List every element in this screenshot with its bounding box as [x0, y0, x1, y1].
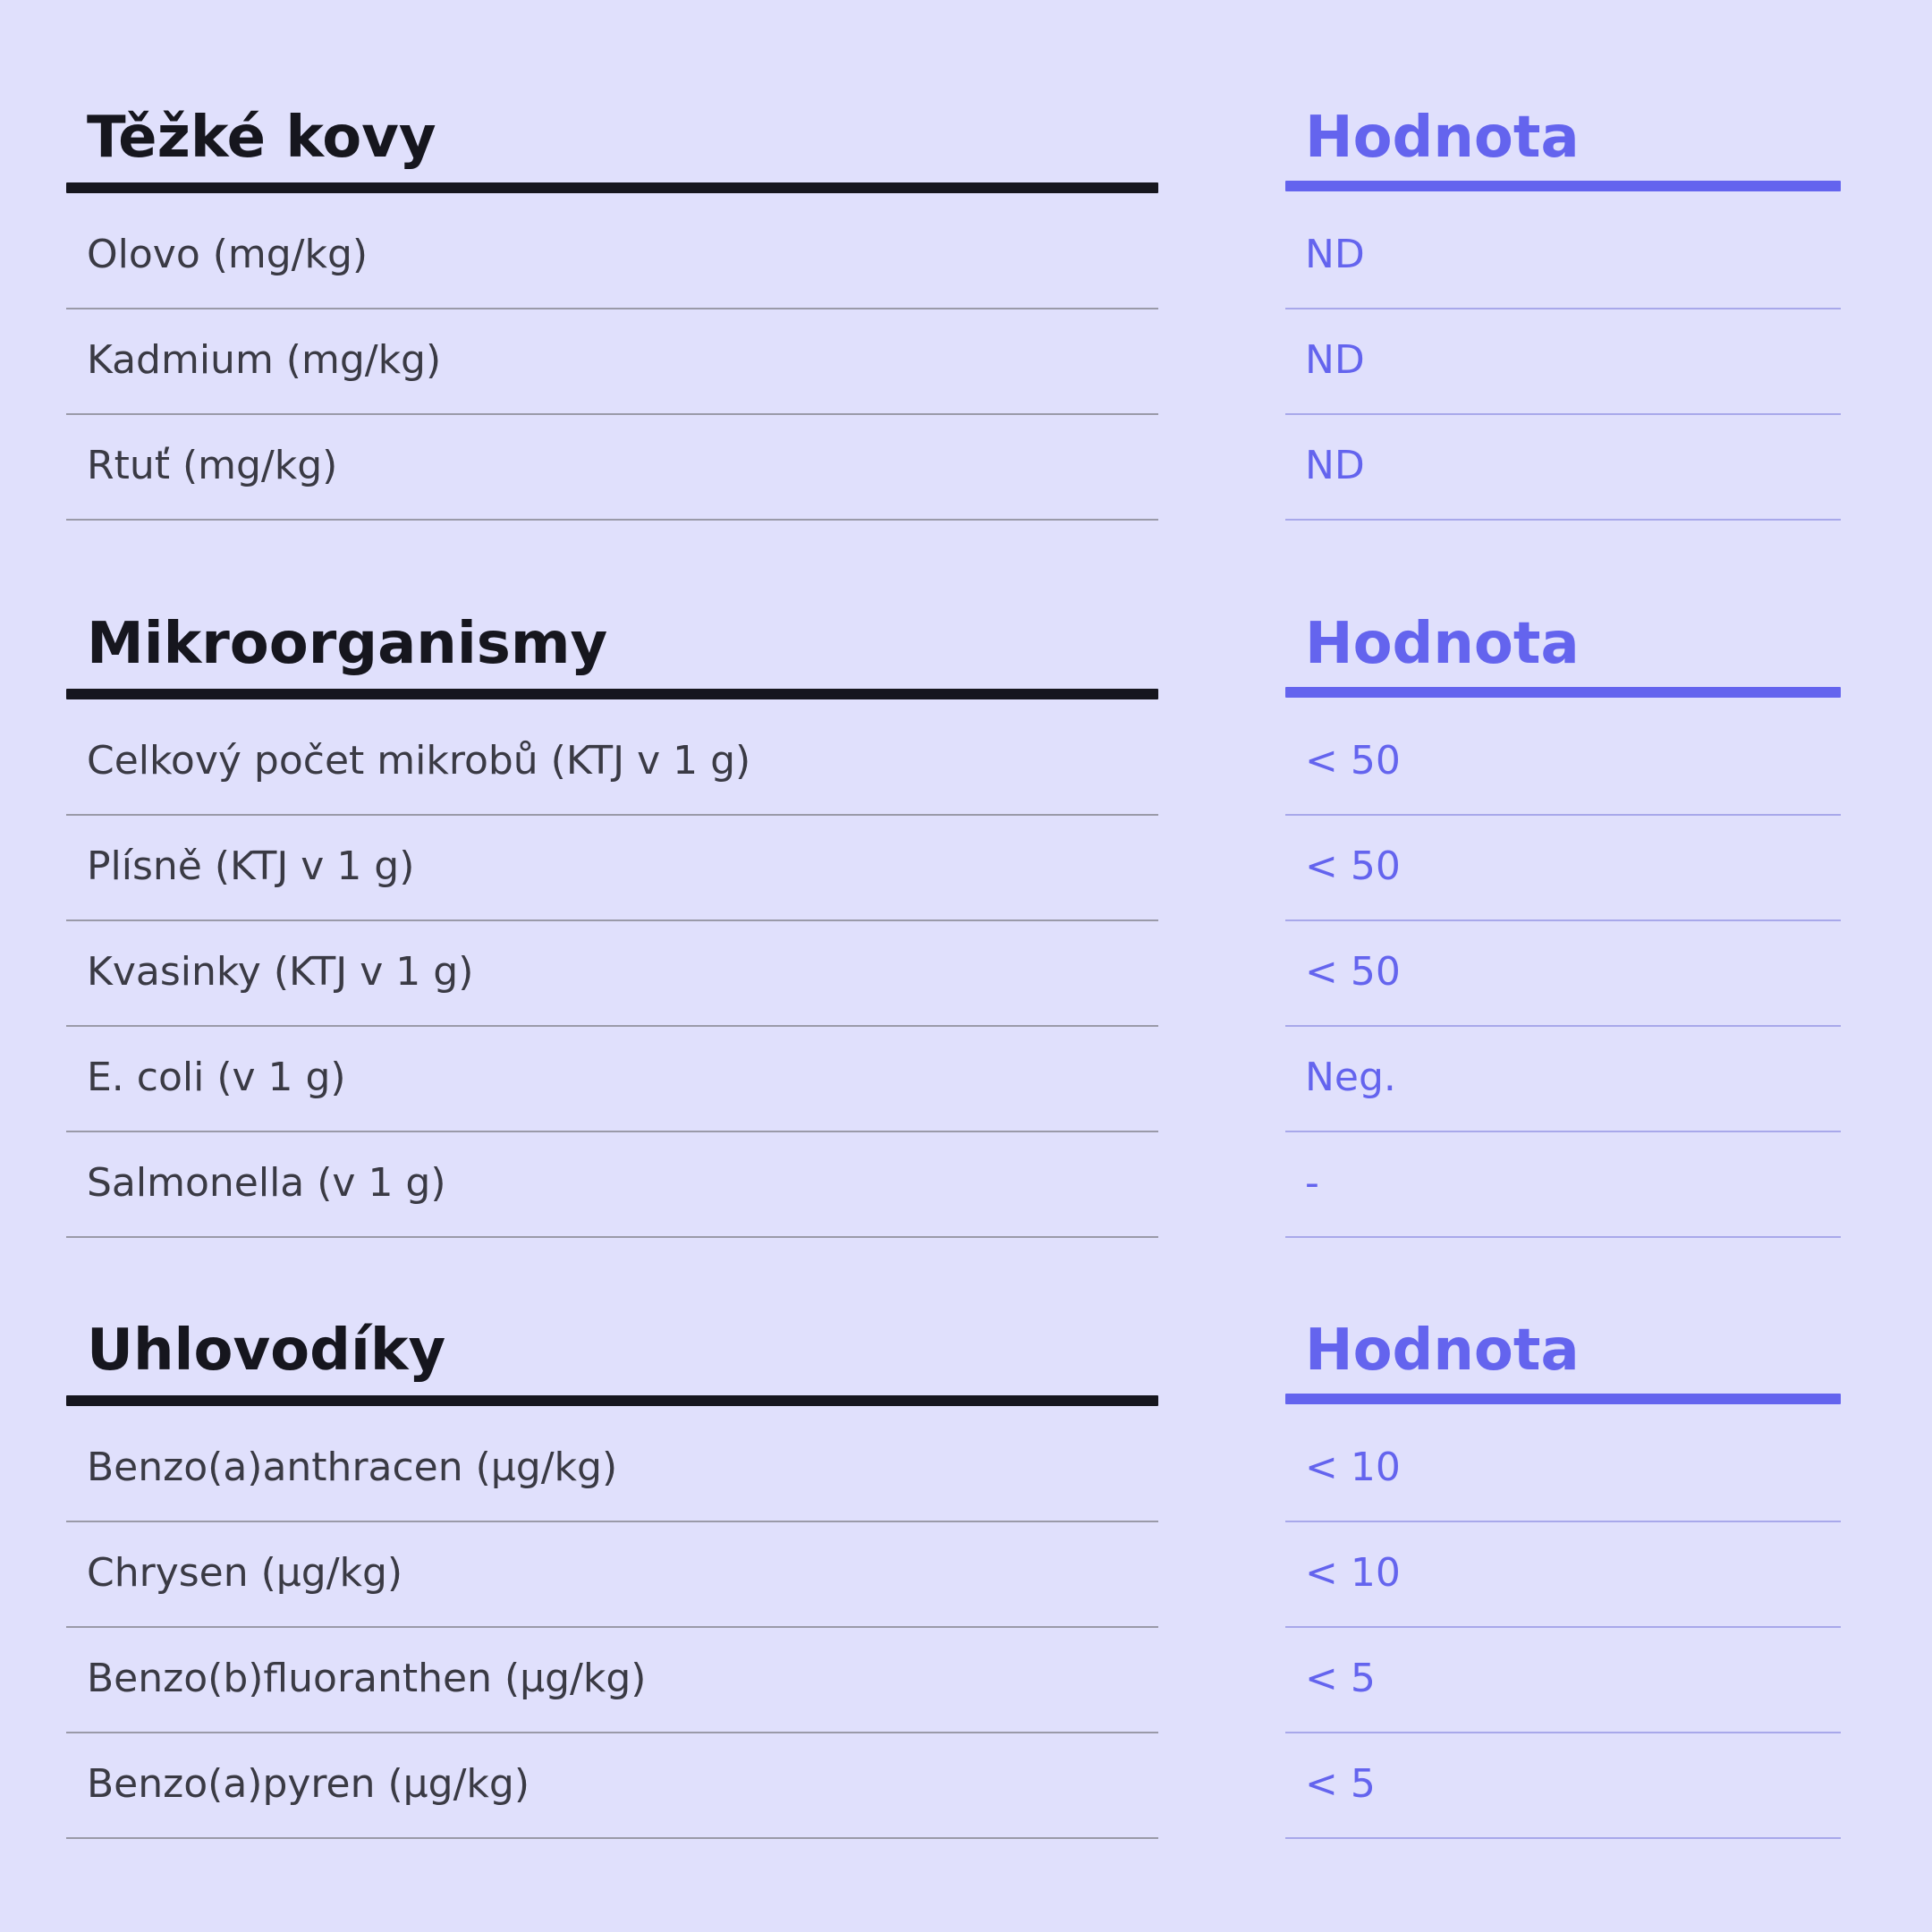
row-label: Olovo (mg/kg)	[87, 232, 369, 277]
table-row	[0, 1628, 1932, 1733]
value-header-rule	[1285, 1394, 1841, 1404]
row-value: < 10	[1305, 1445, 1401, 1490]
section-title: Mikroorganismy	[87, 611, 608, 677]
row-label: Benzo(a)pyren (µg/kg)	[87, 1761, 530, 1807]
row-value: < 5	[1305, 1761, 1376, 1807]
row-label: Chrysen (µg/kg)	[87, 1550, 403, 1596]
value-column-header: Hodnota	[1305, 611, 1580, 677]
row-label: Celkový počet mikrobů (KTJ v 1 g)	[87, 738, 751, 784]
row-label: Benzo(b)fluoranthen (µg/kg)	[87, 1656, 647, 1701]
section-title: Uhlovodíky	[87, 1318, 446, 1384]
row-value: < 5	[1305, 1656, 1376, 1701]
section-title-rule	[66, 182, 1158, 193]
value-column-header: Hodnota	[1305, 1318, 1580, 1384]
section-header	[0, 1315, 1932, 1413]
table-row	[0, 1132, 1932, 1238]
table-row	[0, 204, 1932, 309]
table-row	[0, 1417, 1932, 1522]
table-row	[0, 1733, 1932, 1839]
row-label: Rtuť (mg/kg)	[87, 443, 338, 488]
value-header-rule	[1285, 181, 1841, 191]
table-row	[0, 1027, 1932, 1132]
row-value: Neg.	[1305, 1055, 1396, 1100]
row-label: Salmonella (v 1 g)	[87, 1160, 446, 1206]
section-title-rule	[66, 689, 1158, 699]
section-title: Těžké kovy	[87, 105, 436, 171]
value-divider	[1285, 1837, 1841, 1839]
value-divider	[1285, 519, 1841, 521]
table-row	[0, 816, 1932, 921]
table-row	[0, 309, 1932, 415]
row-label: Benzo(a)anthracen (µg/kg)	[87, 1445, 618, 1490]
row-label: Kvasinky (KTJ v 1 g)	[87, 949, 474, 995]
row-label: E. coli (v 1 g)	[87, 1055, 346, 1100]
row-value: ND	[1305, 337, 1365, 383]
row-label: Kadmium (mg/kg)	[87, 337, 442, 383]
value-header-rule	[1285, 687, 1841, 698]
table-row	[0, 415, 1932, 521]
row-value: < 50	[1305, 738, 1401, 784]
row-divider	[66, 1236, 1158, 1238]
row-value: < 50	[1305, 949, 1401, 995]
row-value: < 10	[1305, 1550, 1401, 1596]
table-row	[0, 921, 1932, 1027]
section-header	[0, 608, 1932, 707]
row-value: -	[1305, 1160, 1319, 1206]
value-column-header: Hodnota	[1305, 105, 1580, 171]
value-divider	[1285, 1236, 1841, 1238]
table-row	[0, 1522, 1932, 1628]
row-value: ND	[1305, 443, 1365, 488]
row-label: Plísně (KTJ v 1 g)	[87, 843, 415, 889]
row-value: ND	[1305, 232, 1365, 277]
row-divider	[66, 519, 1158, 521]
section-header	[0, 102, 1932, 200]
table-row	[0, 710, 1932, 816]
section-title-rule	[66, 1395, 1158, 1406]
row-divider	[66, 1837, 1158, 1839]
row-value: < 50	[1305, 843, 1401, 889]
